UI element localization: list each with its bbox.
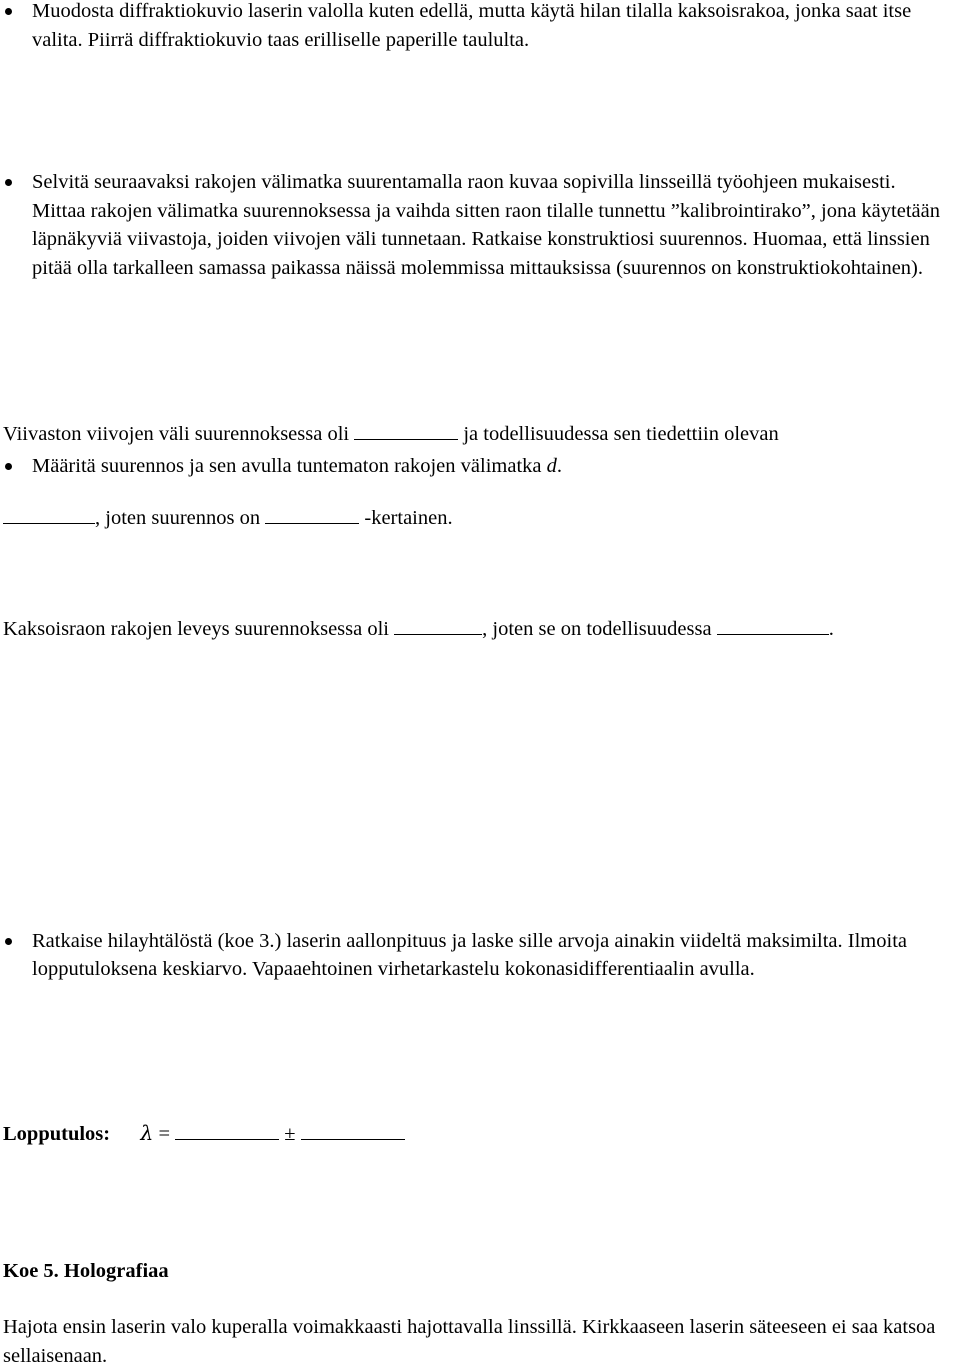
fill-text: Viivaston viivojen väli suurennoksessa oli [3,423,350,445]
fill-line-2 [0,503,960,533]
result-value-blank[interactable] [175,1119,279,1140]
fill-text: Kaksoisraon rakojen leveys suurennoksessa oli [3,618,389,640]
bullet-item-determine [0,452,960,481]
bullet-text: Muodosta diffraktiokuvio laserin valolla kuten edellä, mutta käytä hilan tilalla kaksoisrakoa, jonka saat itse valita. Piirrä diffraktiokuvio taas erilliselle paperille taululta. [32,0,912,51]
result-error-blank[interactable] [301,1119,405,1140]
bullet-item-magnification [0,168,960,282]
bullet-end: . [556,455,562,477]
bullet-icon [5,179,12,186]
fill-text: , joten suurennos on [95,507,261,529]
bullet-icon [5,8,12,15]
fill-line-3 [0,614,960,644]
bullet-item-diffraction [0,0,960,54]
section-text: Hajota ensin laserin valo kuperalla voimakkaasti hajottavalla linssillä. Kirkkaaseen laserin säteeseen ei saa katsoa sellaisenaan. [3,1316,936,1367]
answer-blank[interactable] [3,503,95,524]
bullet-text: Ratkaise hilayhtälöstä (koe 3.) laserin aallonpituus ja laske sille arvoja ainakin viideltä maksimilta. Ilmoita lopputuloksena keskiarvo. Vapaaehtoinen virhetarkastelu kokonasidifferentiaalin avulla. [32,929,907,980]
bullet-text: Määritä suurennos ja sen avulla tuntematon rakojen välimatka [32,455,547,477]
answer-blank[interactable] [394,614,482,635]
fill-text: . [828,618,834,640]
equals-sign: = [158,1123,171,1145]
result-label: Lopputulos: [3,1123,111,1145]
bullet-icon [5,938,12,945]
fill-text: , joten se on todellisuudessa [482,618,712,640]
fill-text: -kertainen. [364,507,453,529]
plus-minus-sign: ± [284,1123,296,1145]
bullet-item-grating-equation [0,927,960,984]
bullet-text: Selvitä seuraavaksi rakojen välimatka suurentamalla raon kuvaa sopivilla linsseillä työohjeen mukaisesti. Mittaa rakojen välimatka suurennoksessa ja vaihda sitten raon tilalle tunnettu ”kalibrointirako”, jona käytetään läpnäkyviä viivastoja, joiden viivojen väli tunnetaan. Ratkaise konstruktiosi suurennos. Huomaa, että linssien pitää olla tarkalleen samassa paikassa näissä molemmissa mittauksissa (suurennos on konstruktiokohtainen). [32,171,940,279]
answer-blank[interactable] [354,419,458,440]
answer-blank[interactable] [717,614,829,635]
section-heading: Koe 5. Holografiaa [3,1260,169,1282]
lambda-symbol: λ [140,1121,154,1145]
fill-text: ja todellisuudessa sen tiedettiin olevan [463,423,779,445]
answer-blank[interactable] [265,503,359,524]
bullet-icon [5,463,12,470]
variable-d: d [546,455,557,477]
result-line [0,1119,960,1149]
fill-line-1 [0,419,960,449]
